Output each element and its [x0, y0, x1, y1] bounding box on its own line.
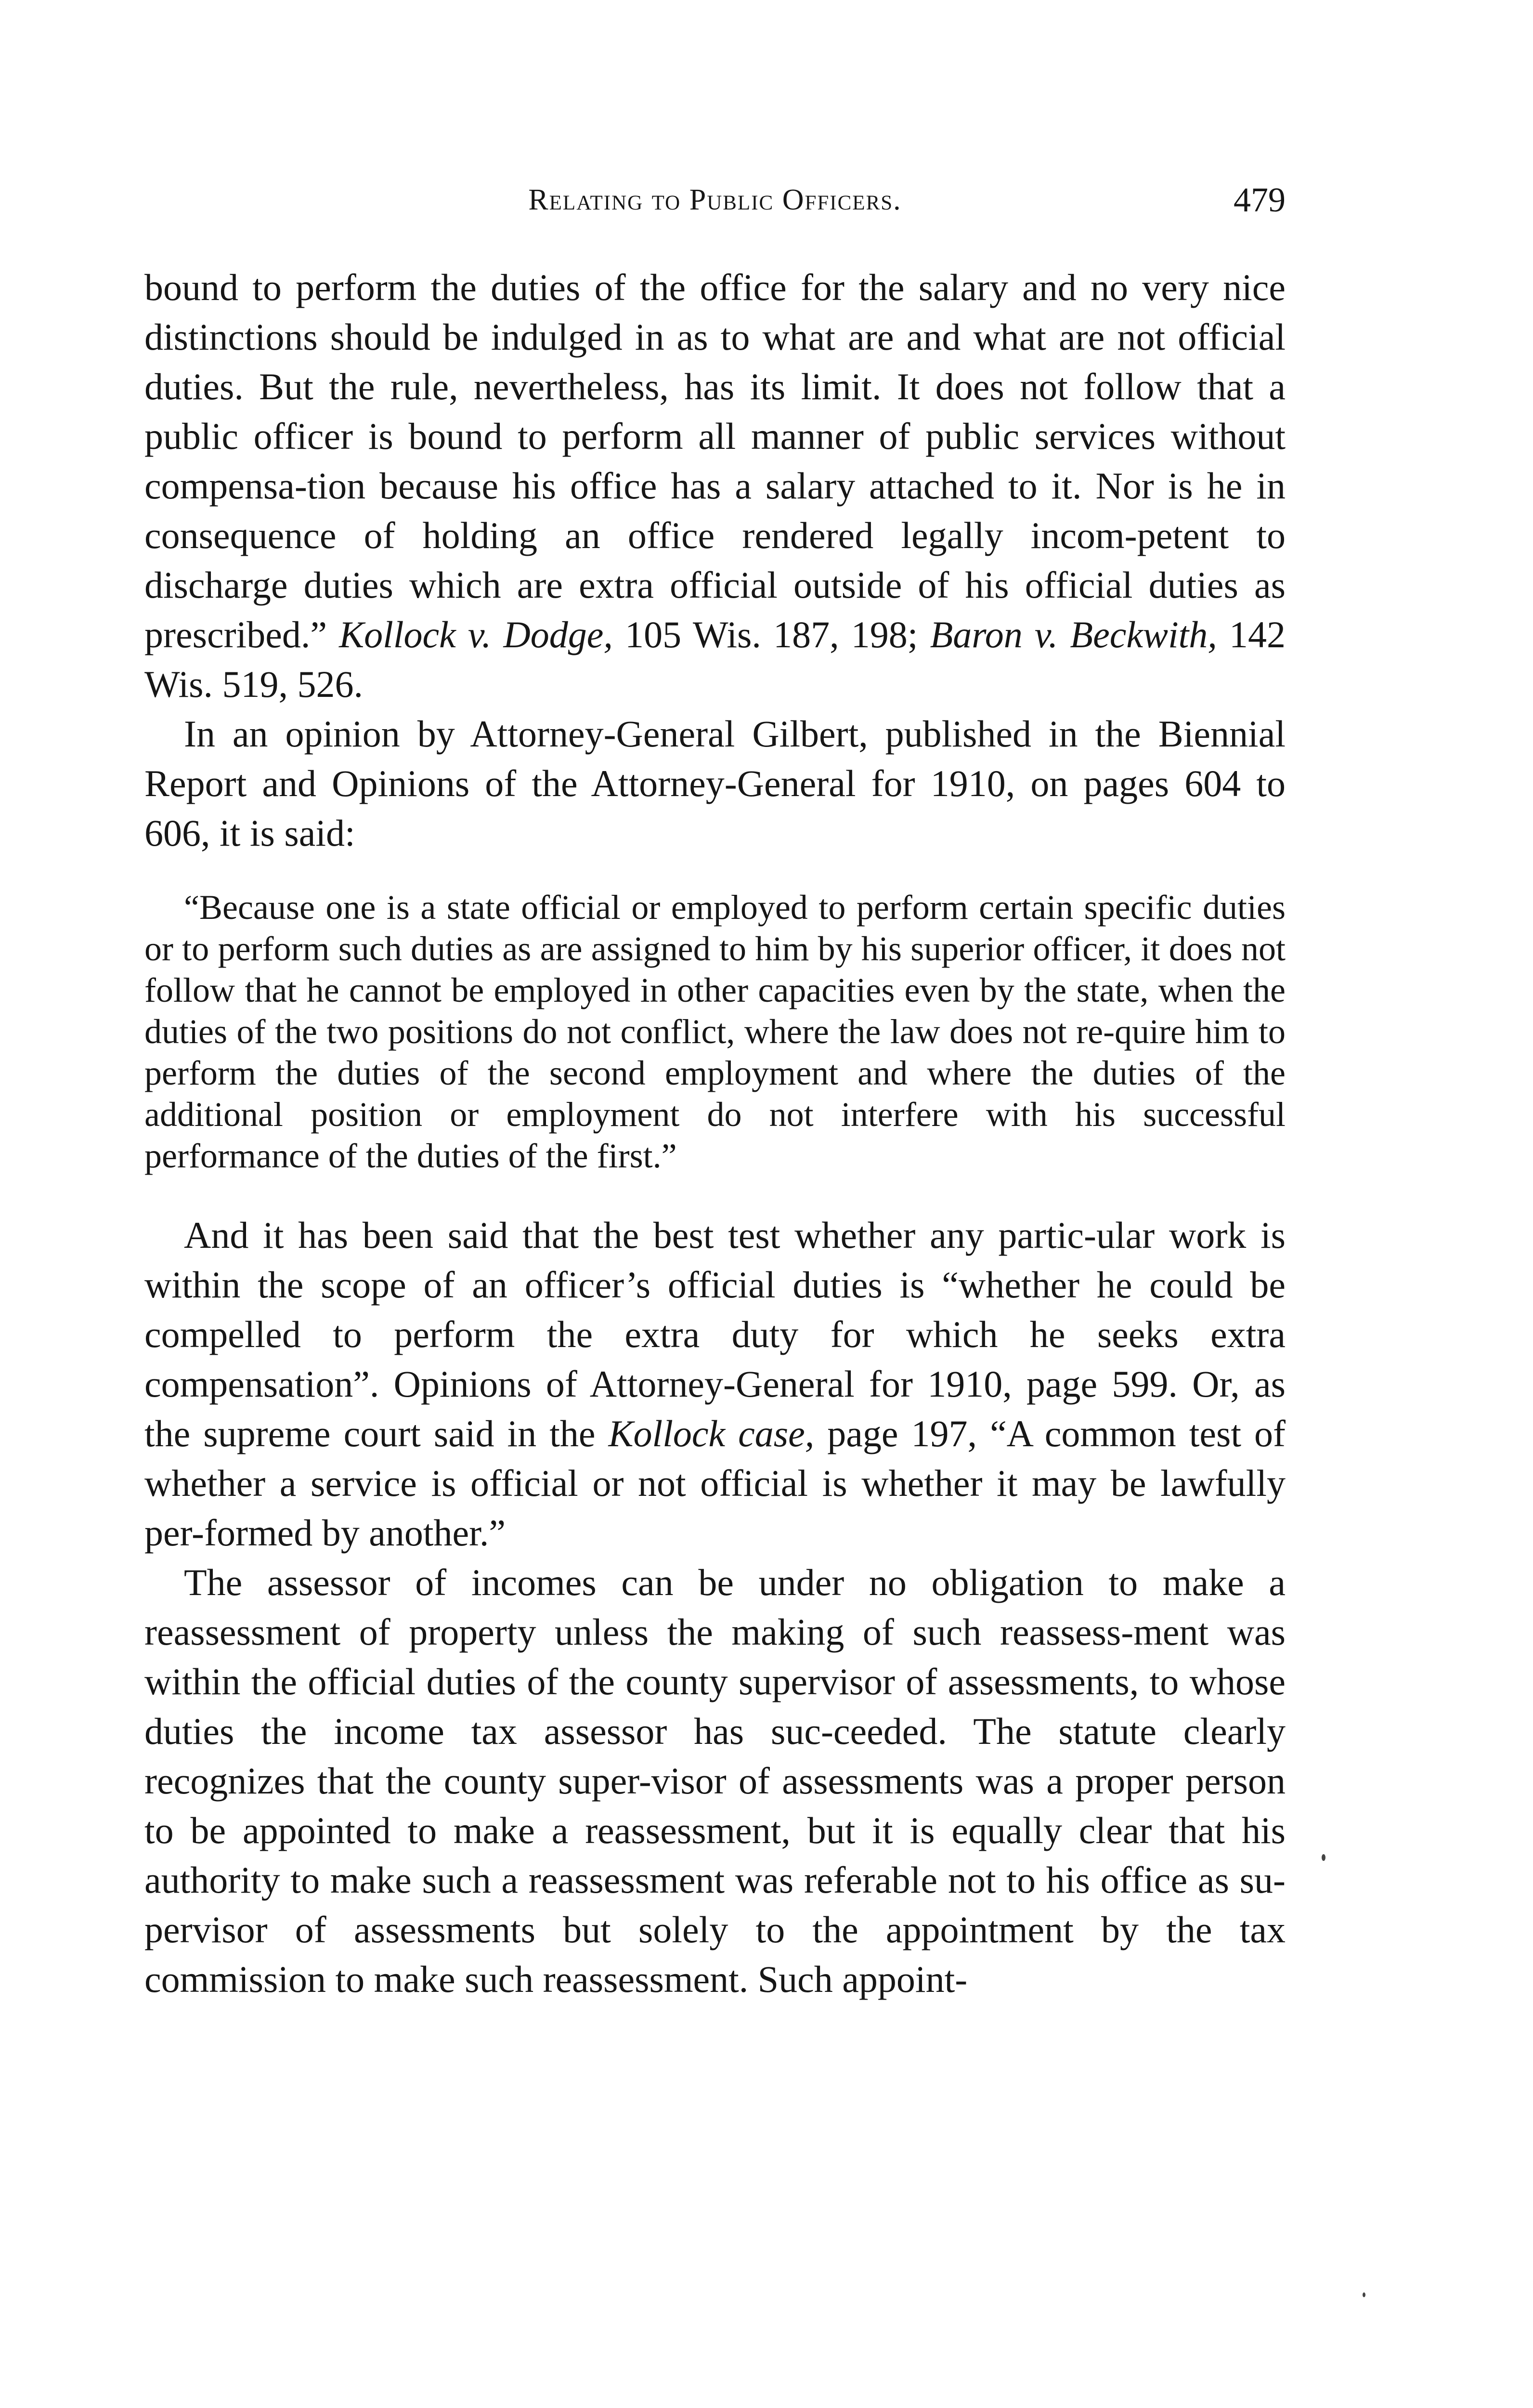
case-citation-kollock-case: Kollock case, [608, 1413, 815, 1454]
case-citation-baron-v-beckwith: Baron v. Beckwith, [930, 614, 1217, 655]
paragraph-1 [144, 262, 1286, 709]
paragraph-1-text-a: bound to perform the duties of the office for the salary and no very nice distinctions should be indulged in as to what are and what are not official duties. But the rule, nevertheless, has its limit. It does not follow that a public officer is bound to perform all manner of public services without compensa-tion because his office has a salary attached to it. Nor is he in consequence of holding an office rendered legally incom-petent to discharge duties which are extra official outside of his official duties as prescribed.” [144, 266, 1286, 655]
running-head: Relating to Public Officers. [528, 183, 902, 216]
paper-speck [1363, 2292, 1365, 2297]
body-text [144, 262, 1286, 2004]
paragraph-3 [144, 1210, 1286, 1557]
paragraph-4: The assessor of incomes can be under no obligation to make a reassessment of property unless the making of such reassess-ment was within the official duties of the county supervisor of assessments, to whose duties the income tax assessor has suc-ceeded. The statute clearly recognizes that the county super-visor of assessments was a proper person to be appointed to make a reassessment, but it is equally clear that his authority to make such a reassessment was referable not to his office as su-pervisor of assessments but solely to the appointment by the tax commission to make such reassessment. Such appoint- [144, 1561, 1286, 2000]
paragraph-1-text-b: 105 Wis. 187, 198; [612, 614, 930, 655]
paragraph-2: In an opinion by Attorney-General Gilbert, published in the Biennial Report and Opinions of the Attorney-General for 1910, on pages 604 to 606, it is said: [144, 713, 1286, 854]
paragraph-3-text-b: page 197, “A common test of whether a service is official or not official is whether it may be lawfully per-formed by another.” [144, 1413, 1286, 1554]
paragraph-3-text-a: And it has been said that the best test whether any partic-ular work is within the scope of an officer’s official duties is “whether he could be compelled to perform the extra duty for which he seeks extra compensation”. Opinions of Attorney-General for 1910, page 599. Or, as the supreme court said in the [144, 1214, 1286, 1454]
page-header [144, 178, 1286, 222]
paragraph-1-text-c: 142 Wis. 519, 526. [144, 614, 1286, 705]
case-citation-kollock-v-dodge: Kollock v. Dodge, [339, 614, 613, 655]
block-quote: “Because one is a state official or employed to perform certain specific duties or to perform such duties as are assigned to him by his superior officer, it does not follow that he cannot be employed in other capacities even by the state, when the duties of the two positions do not conflict, where the law does not re-quire him to perform the duties of the second employment and where the duties of the additional position or employment do not interfere with his successful performance of the duties of the first.” [144, 888, 1286, 1175]
page-number: 479 [1234, 181, 1286, 219]
paper-speck [1322, 1854, 1325, 1861]
